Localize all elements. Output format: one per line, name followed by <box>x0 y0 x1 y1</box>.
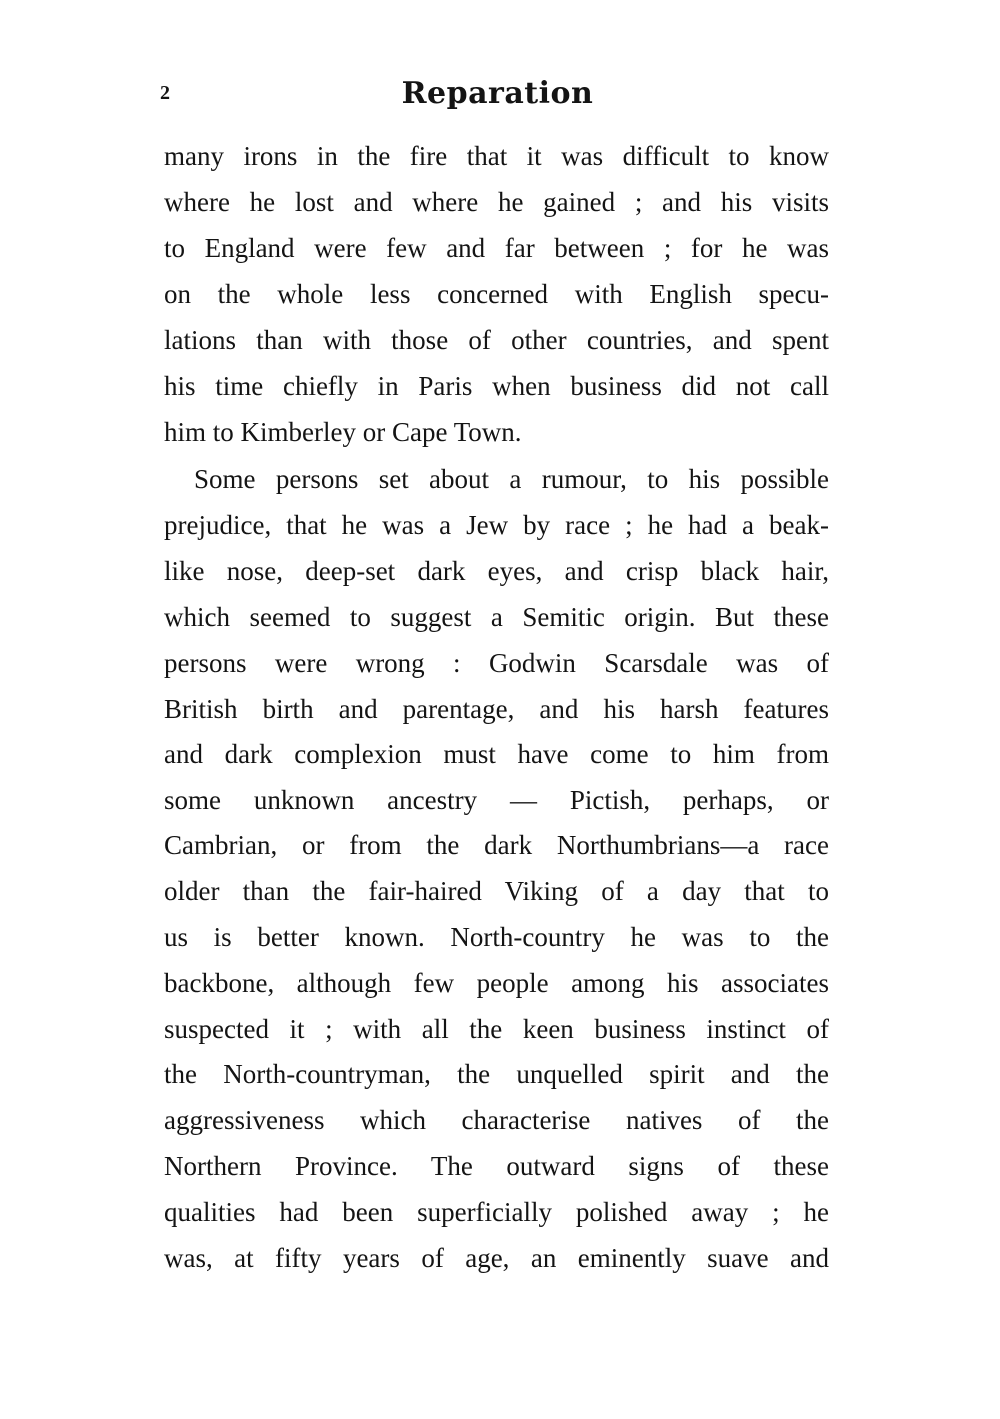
text-line: us is better known. North-country he was to the <box>164 922 829 952</box>
text-line: which seemed to suggest a Semitic origin. But these <box>164 602 829 632</box>
text-line: suspected it ; with all the keen business instinct of <box>164 1014 829 1044</box>
text-line: prejudice, that he was a Jew by race ; he had a beak- <box>164 510 829 540</box>
text-line: many irons in the fire that it was difficult to know <box>164 141 829 171</box>
text-line: Cambrian, or from the dark Northumbrians—a race <box>164 830 829 860</box>
text-line: Northern Province. The outward signs of these <box>164 1151 829 1181</box>
text-line: like nose, deep-set dark eyes, and crisp black hair, <box>164 556 829 586</box>
text-line: some unknown ancestry — Pictish, perhaps, or <box>164 785 829 815</box>
text-line: to England were few and far between ; for he was <box>164 233 829 263</box>
text-line: his time chiefly in Paris when business did not call <box>164 371 829 401</box>
text-line: persons were wrong : Godwin Scarsdale was of <box>164 648 829 678</box>
text-line: the North-countryman, the unquelled spirit and the <box>164 1059 829 1089</box>
text-line: where he lost and where he gained ; and his visits <box>164 187 829 217</box>
text-line: British birth and parentage, and his harsh features <box>164 694 829 724</box>
text-line: qualities had been superficially polished away ; he <box>164 1197 829 1227</box>
running-title: Reparation <box>401 76 594 111</box>
text-line: older than the fair-haired Viking of a day that to <box>164 876 829 906</box>
text-line: was, at fifty years of age, an eminently suave and <box>164 1243 829 1273</box>
text-line: on the whole less concerned with English specu- <box>164 279 829 309</box>
running-head <box>160 76 835 120</box>
text-line: Some persons set about a rumour, to his possible <box>194 464 829 494</box>
page-number: 2 <box>160 82 170 104</box>
text-line: and dark complexion must have come to him from <box>164 739 829 769</box>
text-line: backbone, although few people among his associates <box>164 968 829 998</box>
text-line: him to Kimberley or Cape Town. <box>164 417 522 447</box>
text-line: aggressiveness which characterise natives of the <box>164 1105 829 1135</box>
text-line: lations than with those of other countries, and spent <box>164 325 829 355</box>
